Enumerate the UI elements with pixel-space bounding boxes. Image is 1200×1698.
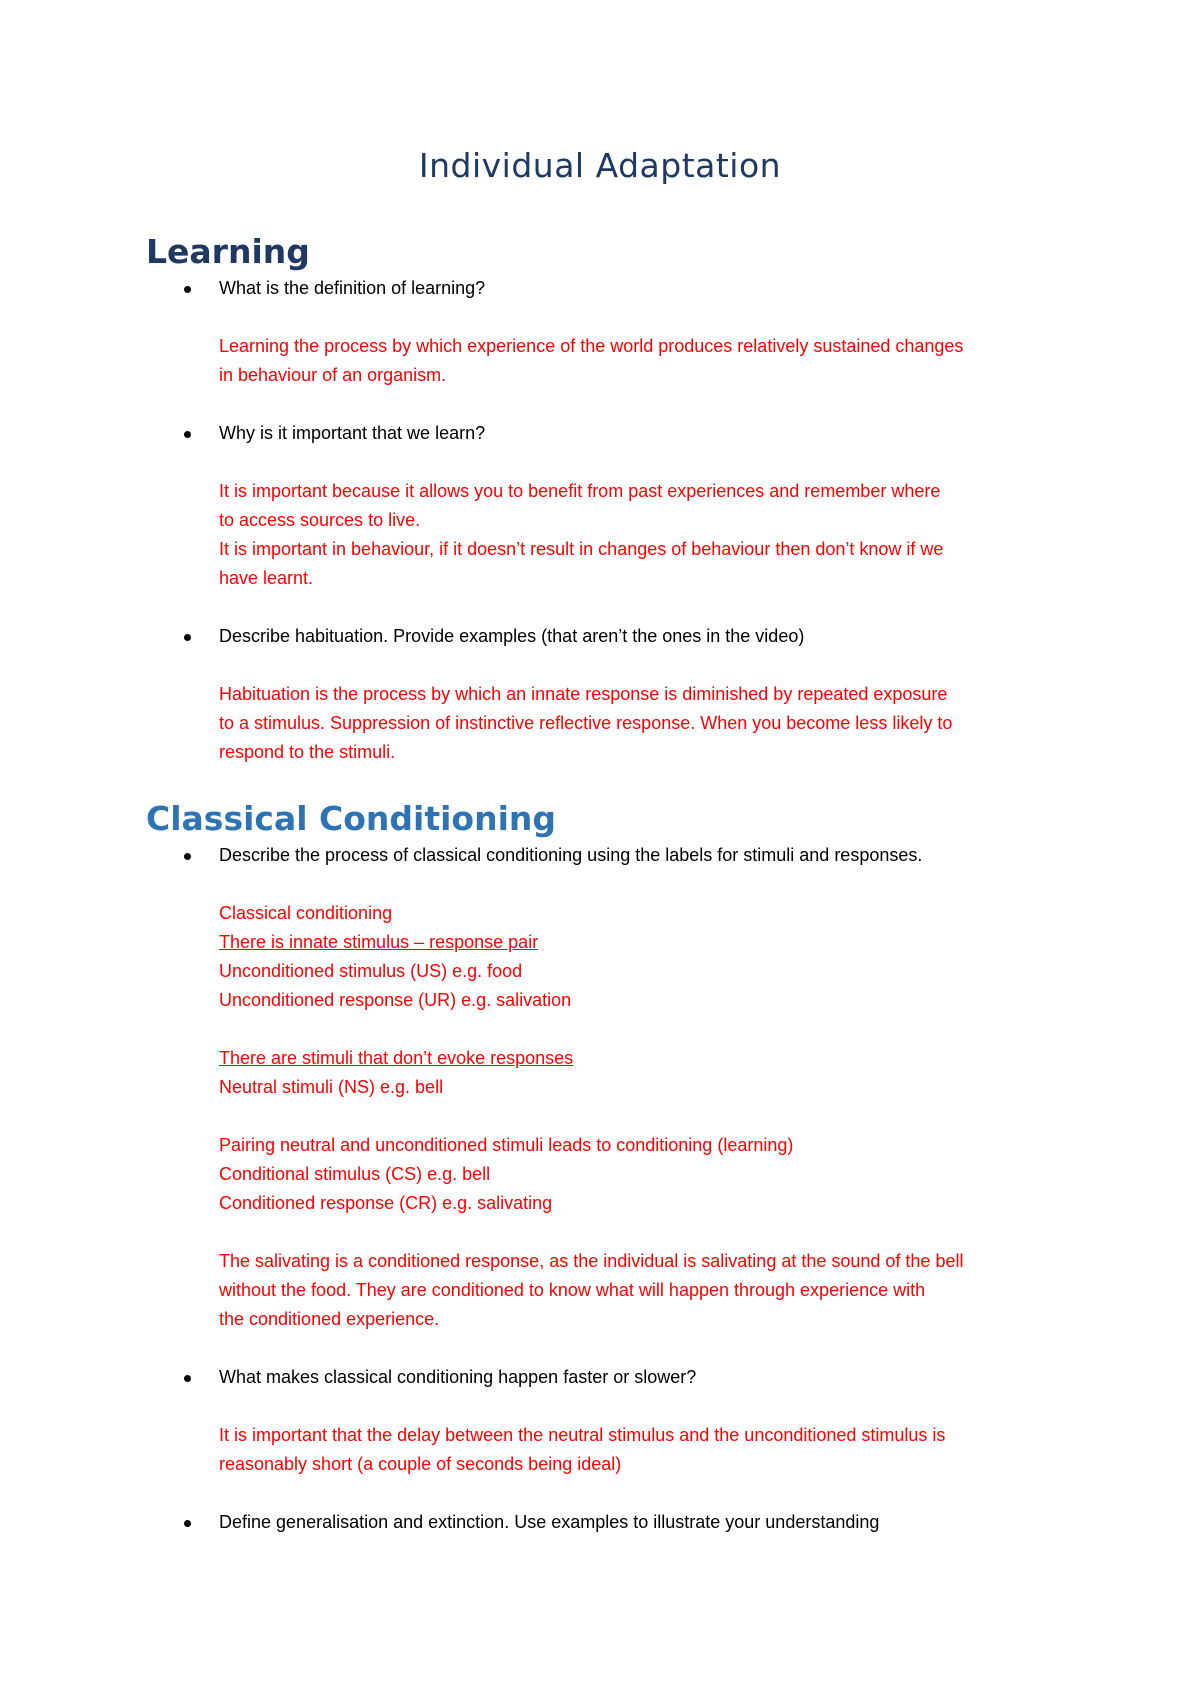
answer-why-learn: It is important because it allows you to benefit from past experiences and remember where to access sources to live. It is important in behaviour, if it doesn’t result in changes of behaviour then don’t know if we have learnt. [219,481,944,588]
question-why-learn: Why is it important that we learn? [146,419,1076,448]
question-classical-conditioning-process: Describe the process of classical conditioning using the labels for stimuli and responses. [146,841,1076,870]
document-body [146,230,1076,1537]
bullet-icon [184,286,191,293]
answer-conditioning-speed: It is important that the delay between the neutral stimulus and the unconditioned stimulus is reasonably short (a couple of seconds being ideal) [219,1425,946,1474]
bullet-icon [184,1375,191,1382]
document-title: Individual Adaptation [418,146,782,185]
question-conditioning-speed: What makes classical conditioning happen faster or slower? [146,1363,1076,1392]
bullet-icon [184,853,191,860]
heading-classical-conditioning: Classical Conditioning [146,799,557,838]
answer-definition-of-learning: Learning the process by which experience of the world produces relatively sustained changes in behaviour of an organism. [219,336,964,385]
question-generalisation-extinction: Define generalisation and extinction. Use examples to illustrate your understanding [146,1508,1076,1537]
heading-learning: Learning [146,232,310,271]
answer-classical-conditioning-process: Classical conditioning There is innate stimulus – response pair Unconditioned stimulus (US) e.g. food Unconditioned response (UR) e.g. salivation There are stimuli that don’t evoke responses Neutral stimuli (NS) e.g. bell Pairing neutral and unconditioned stimuli leads to conditioning (learning) Conditional stimulus (CS) e.g. bell Conditioned response (CR) e.g. salivating The salivating is a conditioned response, as the individual is salivating at the sound of the bell without the food. They are conditioned to know what will happen through experience with the conditioned experience. [219,903,964,1329]
answer-habituation: Habituation is the process by which an innate response is diminished by repeated exposure to a stimulus. Suppression of instinctive reflective response. When you become less likely to respond to the stimuli. [219,684,953,762]
bullet-icon [184,634,191,641]
question-definition-of-learning: What is the definition of learning? [146,274,1076,303]
bullet-icon [184,431,191,438]
bullet-icon [184,1520,191,1527]
question-habituation: Describe habituation. Provide examples (that aren’t the ones in the video) [146,622,1076,651]
